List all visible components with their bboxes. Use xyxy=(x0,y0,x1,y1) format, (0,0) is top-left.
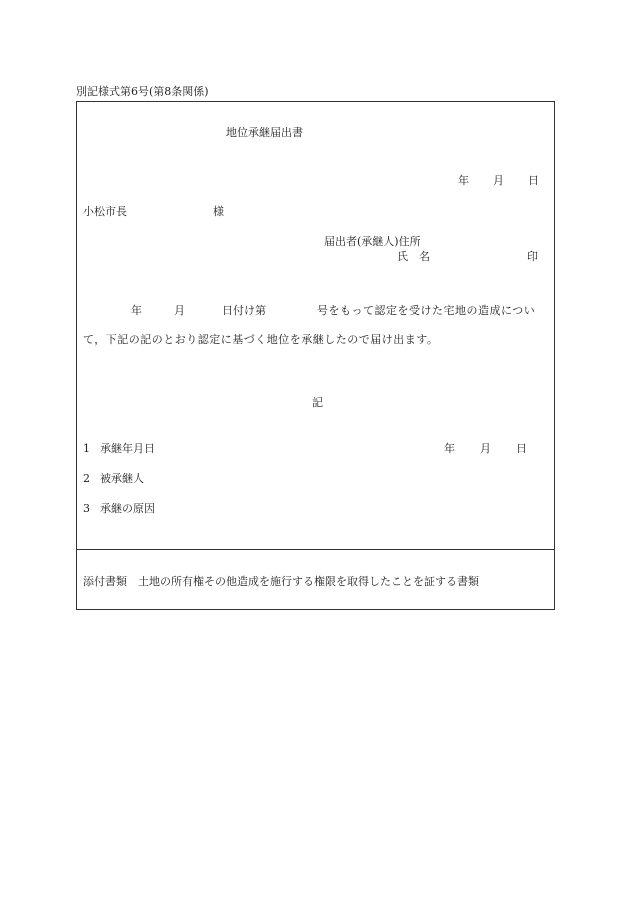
item-1-year: 年 xyxy=(444,442,455,455)
doc-title: 地位承継届出書 xyxy=(226,126,303,139)
date-month: 月 xyxy=(493,174,504,187)
notifier-name-label: 氏 名 xyxy=(397,250,430,263)
attachment-divider xyxy=(76,549,555,550)
form-frame xyxy=(76,101,555,610)
item-1-label: 承継年月日 xyxy=(100,442,155,455)
item-3-number: 3 xyxy=(83,502,90,515)
item-3-label: 承継の原因 xyxy=(100,502,155,515)
item-1-number: 1 xyxy=(83,442,90,455)
date-year: 年 xyxy=(458,174,469,187)
addressee-name: 小松市長 xyxy=(83,205,127,218)
body-day-phrase: 日付け第 xyxy=(222,304,266,317)
seal-mark: 印 xyxy=(527,250,538,263)
addressee-honorific: 様 xyxy=(213,205,224,218)
ki-heading: 記 xyxy=(312,396,323,409)
body-line2: て，下記の記のとおり認定に基づく地位を承継したので届け出ます。 xyxy=(83,333,439,346)
date-day: 日 xyxy=(528,174,539,187)
notifier-address-label: 届出者(承継人)住所 xyxy=(324,235,421,248)
body-year: 年 xyxy=(131,304,142,317)
attachment-text: 添付書類 土地の所有権その他造成を施行する権限を取得したことを証する書類 xyxy=(83,575,479,588)
item-2-label: 被承継人 xyxy=(100,472,144,485)
body-month: 月 xyxy=(174,304,185,317)
body-line1-rest: 号をもって認定を受けた宅地の造成につい xyxy=(317,304,536,317)
form-label: 別記様式第6号(第8条関係) xyxy=(76,85,209,98)
item-2-number: 2 xyxy=(83,472,90,485)
item-1-day: 日 xyxy=(516,442,527,455)
item-1-month: 月 xyxy=(480,442,491,455)
